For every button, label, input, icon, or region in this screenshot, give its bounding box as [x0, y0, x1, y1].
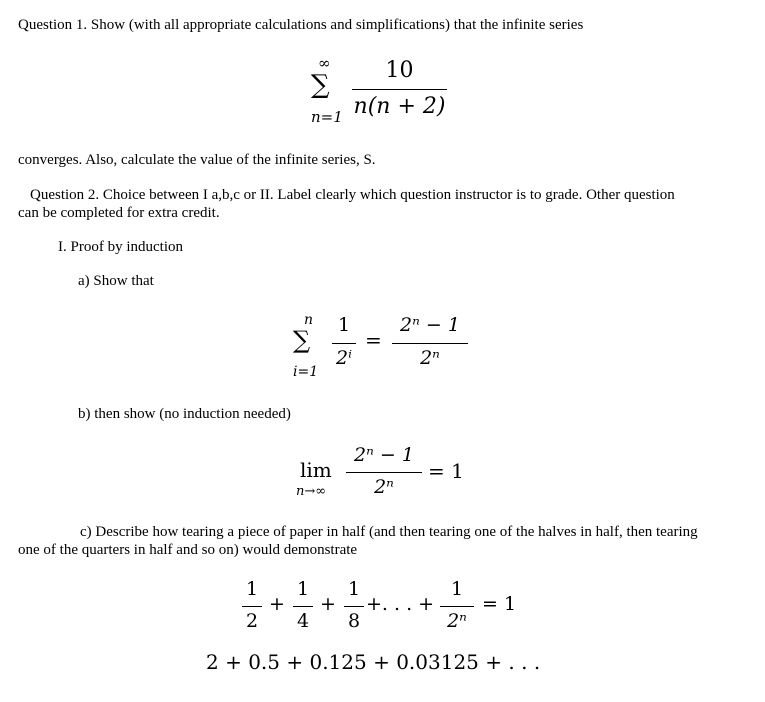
term-2-denominator: 4 [296, 610, 310, 632]
ellipsis-plus: +. . . + [366, 593, 435, 615]
term-3-denominator: 8 [347, 610, 361, 632]
sum-a-upper-limit: n [304, 312, 314, 328]
decimal-series: 2 + 0.5 + 0.125 + 0.03125 + . . . [206, 650, 541, 674]
sum-a-fraction-bar [332, 343, 356, 344]
plus-1: + [269, 593, 285, 615]
lim-rhs: = 1 [428, 459, 464, 483]
question-1-prompt: Question 1. Show (with all appropriate calculations and simplifications) that the infinite series [18, 17, 584, 33]
part-c-line-1: c) Describe how tearing a piece of paper in half (and then tearing one of the halves in half, then tearing [80, 524, 698, 540]
sum-a-numerator: 1 [337, 314, 351, 336]
term-3-numerator: 1 [347, 578, 361, 600]
sum-a-denominator: 2ⁱ [336, 347, 352, 369]
lim-numerator: 2ⁿ − 1 [354, 444, 414, 466]
fraction-numerator: 10 [385, 58, 414, 83]
sigma-symbol: ∑ [311, 70, 330, 100]
plus-2: + [320, 593, 336, 615]
term-3-fraction-bar [344, 606, 364, 607]
part-a-label: a) Show that [78, 273, 154, 289]
sum-a-rhs-numerator: 2ⁿ − 1 [400, 314, 460, 336]
term-1-numerator: 1 [245, 578, 259, 600]
term-1-fraction-bar [242, 606, 262, 607]
question-1-followup: converges. Also, calculate the value of the infinite series, S. [18, 152, 376, 168]
sum-a-rhs-denominator: 2ⁿ [420, 347, 440, 369]
question-2-line-2: can be completed for extra credit. [18, 205, 220, 221]
term-1-denominator: 2 [245, 610, 259, 632]
fraction-denominator: n(n + 2) [353, 94, 446, 119]
sigma-symbol-a: ∑ [293, 326, 311, 354]
part-c-line-2: one of the quarters in half and so on) would demonstrate [18, 542, 358, 558]
part-I-heading: I. Proof by induction [58, 239, 183, 255]
series-rhs: = 1 [482, 593, 517, 615]
lim-denominator: 2ⁿ [374, 476, 394, 498]
term-n-numerator: 1 [450, 578, 464, 600]
term-n-denominator: 2ⁿ [447, 610, 467, 632]
sum-a-equals: = [365, 328, 382, 352]
part-b-label: b) then show (no induction needed) [78, 406, 291, 422]
term-2-numerator: 1 [296, 578, 310, 600]
lim-fraction-bar [346, 472, 422, 473]
sum-a-lower-limit: i=1 [293, 364, 319, 380]
lim-operator: lim [300, 458, 332, 482]
question-2-line-1: Question 2. Choice between I a,b,c or II. Label clearly which question instructor is to grade. Other question [30, 187, 675, 203]
sum-lower-limit: n=1 [311, 108, 343, 126]
sum-upper-limit: ∞ [318, 54, 331, 72]
fraction-bar [352, 89, 447, 90]
lim-subscript: n→∞ [296, 484, 327, 499]
term-n-fraction-bar [440, 606, 474, 607]
term-2-fraction-bar [293, 606, 313, 607]
sum-a-rhs-fraction-bar [392, 343, 468, 344]
